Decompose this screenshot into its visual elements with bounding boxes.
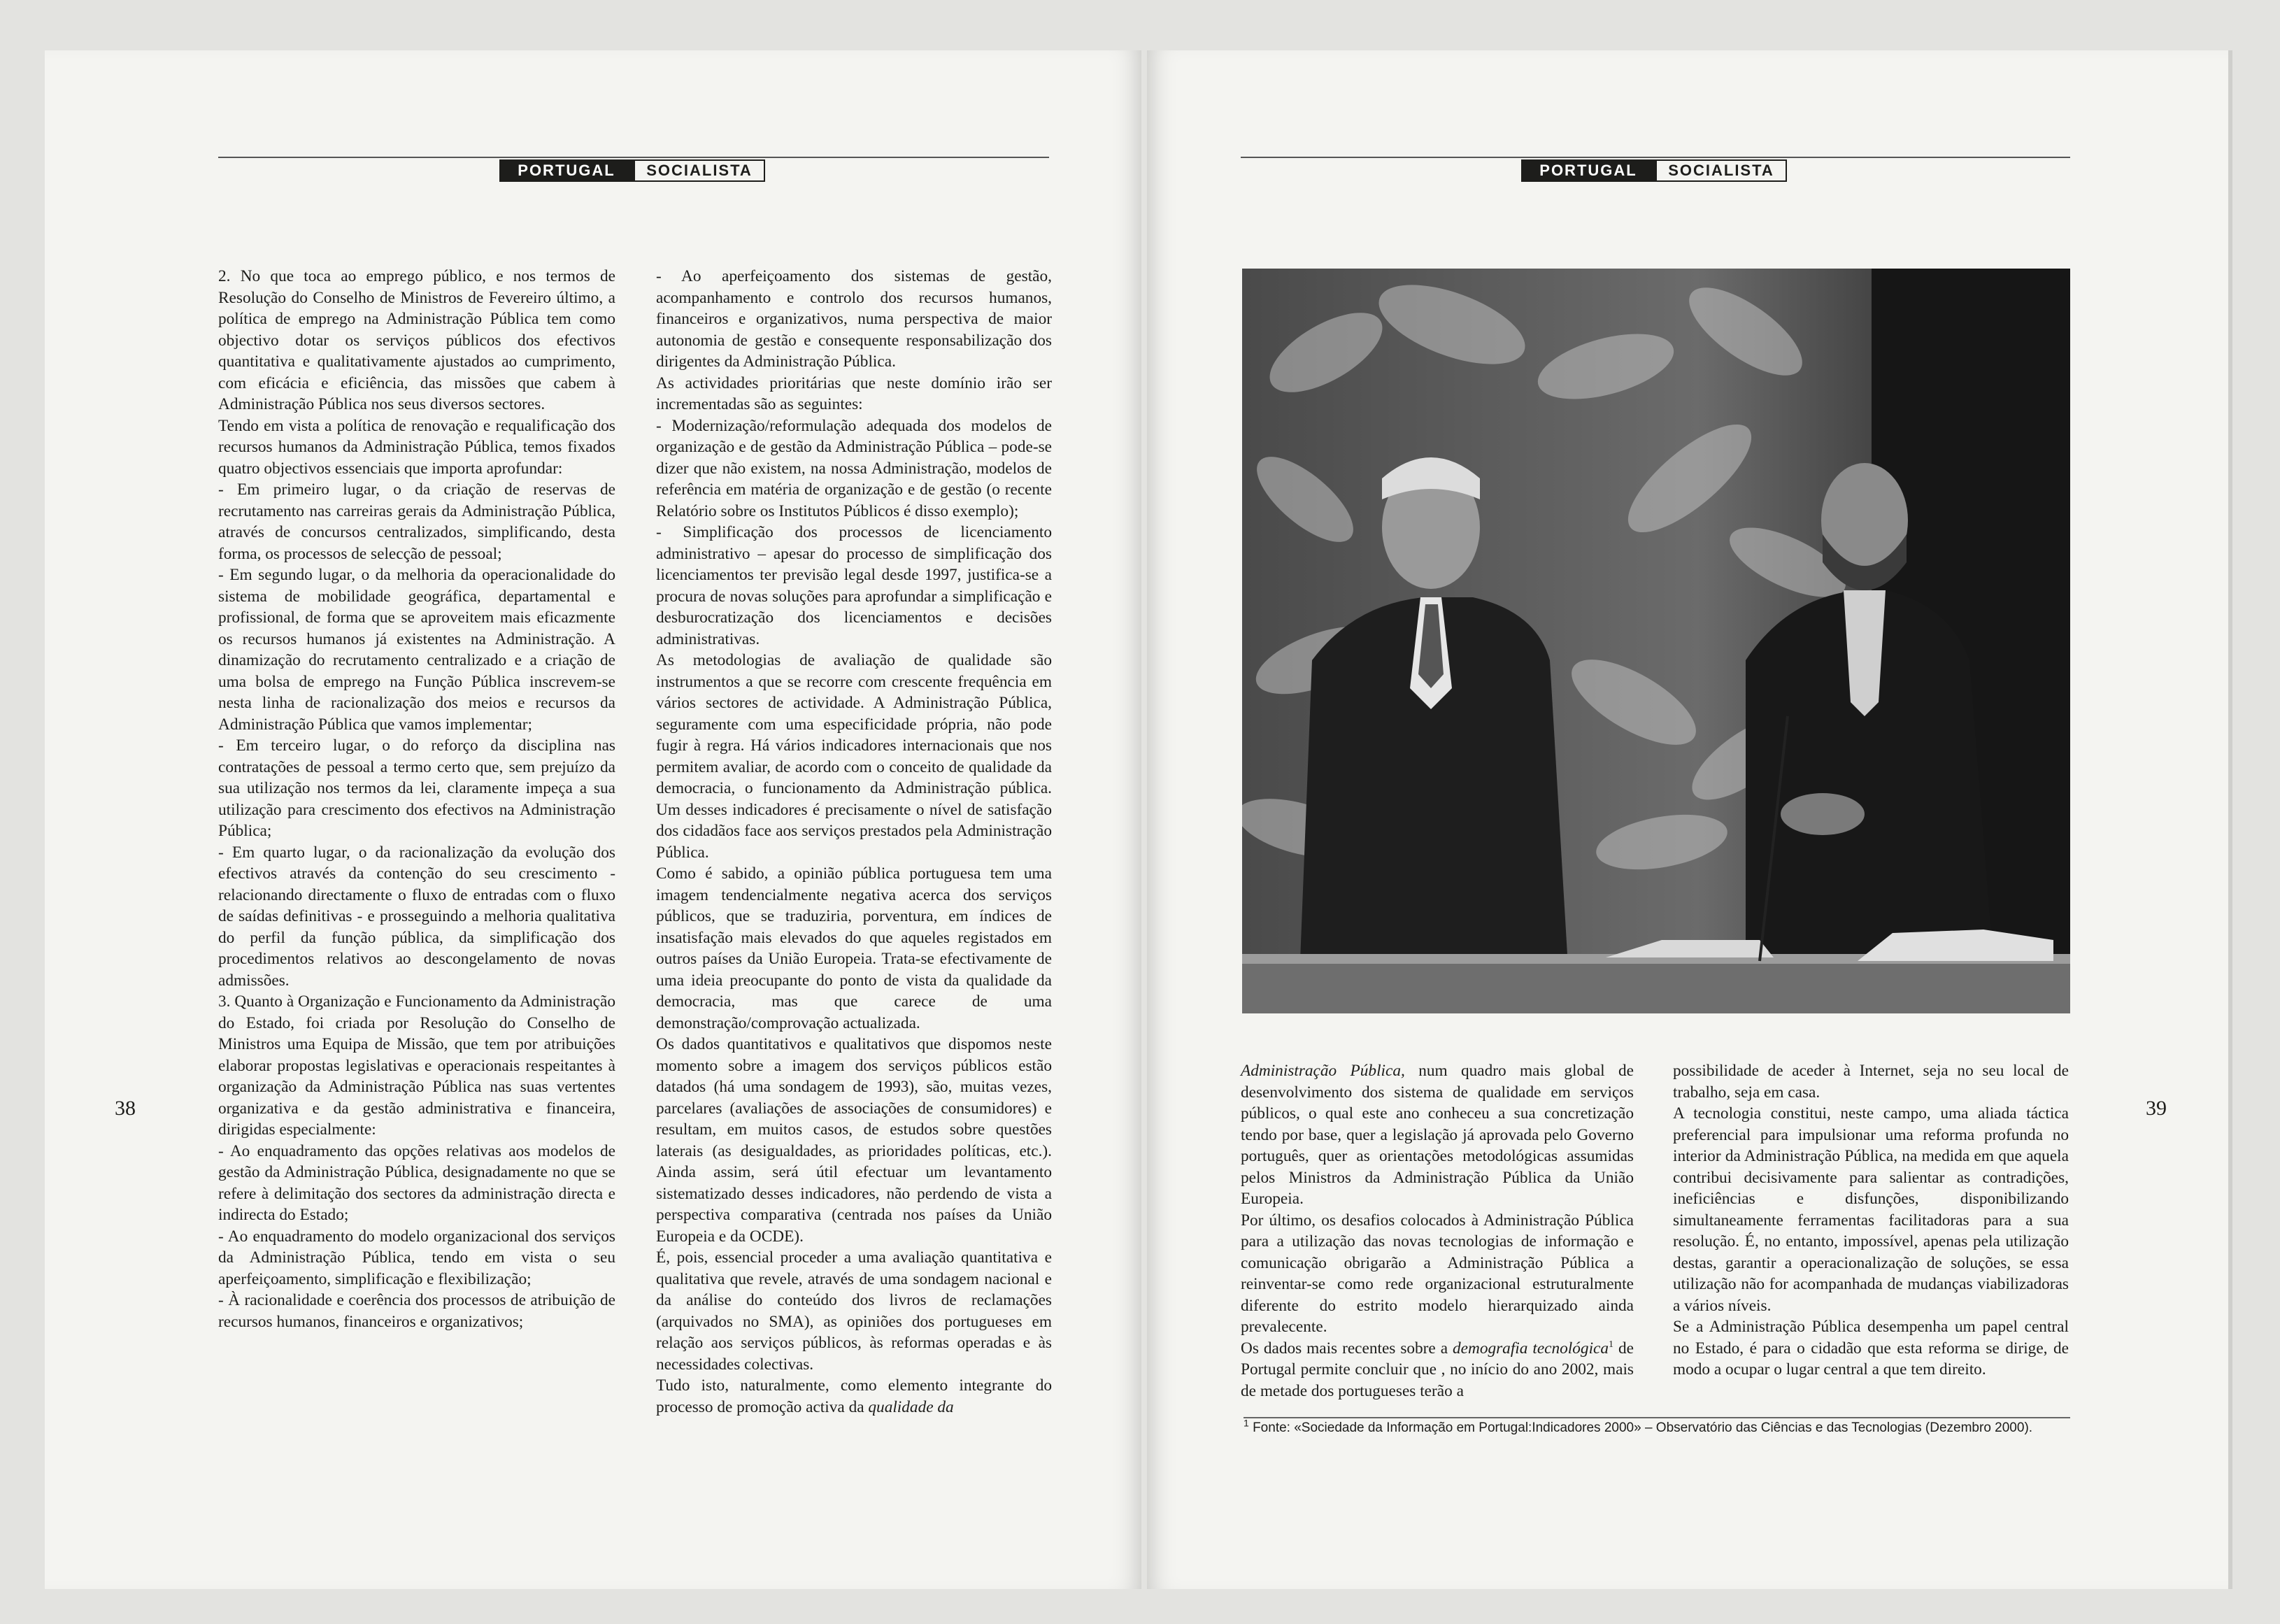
paragraph: A tecnologia constitui, neste campo, uma aliada táctica preferencial para impulsionar uma reforma profunda no interior da Administração Pública, na medida em que aquela contribui decisivamente para salientar as contradições, ineficiências e disfunções, disponibilizando simultaneamente ferramentas facilitadoras para a sua resolução. É, no entanto, impossível, apenas pela utilização destas, garantir a operacionalização de soluções, se essa utilização não for acompanhada de mudanças viabilizadoras a vários níveis.	[1673, 1104, 2069, 1315]
paragraph	[656, 1375, 1052, 1418]
page-edge	[2228, 50, 2232, 1589]
right-column-1	[1241, 1060, 1634, 1402]
paragraph: Como é sabido, a opinião pública portuguesa tem uma imagem tendencialmente negativa acerca dos serviços públicos, que se traduziria, porventura, em índices de insatisfação mais elevados do que aqueles registados em outros países da União Europeia. Trata-se efectivamente de uma ideia preocupante do ponto de vista da qualidade da democracia, mas que carece de uma demonstração/comprovação actualizada.	[656, 864, 1052, 1032]
paragraph-text: de Portugal permite concluir que , no início do ano 2002, mais de metade dos portugueses terão a	[1241, 1339, 1634, 1400]
paragraph: As metodologias de avaliação de qualidade são instrumentos a que se recorre com crescente frequência em vários sectores de actividade. A Administração Pública, seguramente com uma especificidade própria, não pode fugir à regra. Há vários indicadores internacionais que nos permitem avaliar, de acordo com o conceito de qualidade da democracia, o funcionamento da Administração pública. Um desses indicadores é precisamente o nível de satisfação dos cidadãos face aos serviços prestados pela Administração Pública.	[656, 651, 1052, 862]
paragraph: 2. No que toca ao emprego público, e nos termos de Resolução do Conselho de Ministros de Fevereiro último, a política de emprego na Administração Pública tem como objectivo dotar os serviços públicos dos efectivos quantitativa e qualitativamente ajustados ao cumprimento, com eficácia e eficiência, das missões que cabem à Administração Pública nos seus diversos sectores.	[218, 267, 615, 413]
masthead-socialista: SOCIALISTA	[1655, 159, 1787, 182]
right-column-2	[1673, 1060, 2069, 1381]
page-number-right: 39	[2146, 1097, 2167, 1120]
masthead-left	[499, 159, 765, 182]
paragraph: Tendo em vista a política de renovação e requalificação dos recursos humanos da Administração Pública, temos fixados quatro objectivos essenciais que importa aprofundar:	[218, 416, 615, 478]
paragraph: Os dados quantitativos e qualitativos que dispomos neste momento sobre a imagem dos serviços públicos estão datados (há uma sondagem de 1993), são, muitas vezes, parcelares (avaliações de associações de consumidores) e resultam, em muitos casos, de estudos sobre questões laterais (as desigualdades, as prioridades políticas, etc.). Ainda assim, será útil efectuar um levantamento sistematizado desses indicadores, não perdendo de vista a perspectiva comparativa (centrada nos países da União Europeia e da OCDE).	[656, 1035, 1052, 1246]
paragraph: - Ao enquadramento das opções relativas aos modelos de gestão da Administração Pública, designadamente no que se refere à delimitação dos sectores da administração directa e indirecta do Estado;	[218, 1141, 615, 1224]
footnote-mark: 1	[1244, 1417, 1249, 1429]
photo-image	[1242, 269, 2070, 1013]
paragraph: - Em segundo lugar, o da melhoria da operacionalidade do sistema de mobilidade geográfica, departamental e profissional, de forma que se aproveitem mais eficazmente os recursos humanos já existentes na Administração. A dinamização do recrutamento centralizado e a criação de uma bolsa de emprego na Função Pública inscrevem-se nesta linha de racionalização dos meios e recursos da Administração Pública que vamos implementar;	[218, 566, 615, 734]
masthead-portugal: PORTUGAL	[499, 159, 634, 182]
paragraph-text: Os dados mais recentes sobre a	[1241, 1339, 1453, 1358]
footnote-text: Fonte: «Sociedade da Informação em Portugal:Indicadores 2000» – Observatório das Ciências e das Tecnologias (Dezembro 2000).	[1253, 1420, 2033, 1435]
italic-phrase: qualidade da	[868, 1397, 954, 1416]
italic-phrase: Administração Pública,	[1241, 1062, 1405, 1080]
paragraph: - Em primeiro lugar, o da criação de reservas de recrutamento nas carreiras gerais da Administração Pública, através de concursos centralizados, simplificando, desta forma, os processos de selecção de pessoal;	[218, 480, 615, 563]
paragraph-text: Tudo isto, naturalmente, como elemento integrante do processo de promoção activa da	[656, 1376, 1052, 1416]
paragraph: Se a Administração Pública desempenha um papel central no Estado, é para o cidadão que esta reforma se dirige, de modo a ocupar o lugar central a que tem direito.	[1673, 1318, 2069, 1379]
paragraph: - Ao enquadramento do modelo organizacional dos serviços da Administração Pública, tendo em vista o seu aperfeiçoamento, simplificação e flexibilização;	[218, 1227, 615, 1288]
page-number-left: 38	[115, 1097, 136, 1120]
paragraph: Por último, os desafios colocados à Administração Pública para a utilização das novas tecnologias de informação e comunicação obrigarão a Administração Pública a reinventar-se como rede organizacional estruturalmente diferente do estrito modelo hierarquizado ainda prevalecente.	[1241, 1211, 1634, 1336]
paragraph: - Em terceiro lugar, o do reforço da disciplina nas contratações de pessoal a termo certo que, sem prejuízo da sua utilização nos termos da lei, claramente impeça a sua utilização para crescimento dos efectivos na Administração Pública;	[218, 736, 615, 840]
footnote-rule	[1244, 1417, 2070, 1418]
paragraph: possibilidade de aceder à Internet, seja no seu local de trabalho, seja em casa.	[1673, 1062, 2069, 1102]
header-rule-left	[218, 157, 1049, 158]
header-rule-right	[1241, 157, 2070, 158]
paragraph: É, pois, essencial proceder a uma avaliação quantitativa e qualitativa que revele, através de uma sondagem nacional e da análise do conteúdo dos livros de reclamações (arquivados no SMA), as opiniões dos portugueses em relação aos serviços públicos, às reformas operadas e às necessidades colectivas.	[656, 1248, 1052, 1374]
masthead-portugal: PORTUGAL	[1521, 159, 1655, 182]
paragraph-text: num quadro mais global de desenvolvimento dos sistema de qualidade em serviços públicos, o qual este ano conheceu a sua concretização tendo por base, quer a legislação já aprovada pelo Governo português, quer as orientações metodológicas assumidas pelos Ministros da Administração Pública da União Europeia.	[1241, 1062, 1634, 1208]
paragraph: As actividades prioritárias que neste domínio irão ser incrementadas são as seguintes:	[656, 373, 1052, 413]
left-column-1	[218, 266, 615, 1332]
paragraph: - Ao aperfeiçoamento dos sistemas de gestão, acompanhamento e controlo dos recursos humanos, financeiros e organizativos, numa perspectiva de maior autonomia de gestão e consequente responsabilização dos dirigentes da Administração Pública.	[656, 267, 1052, 371]
paragraph: 3. Quanto à Organização e Funcionamento da Administração do Estado, foi criada por Resolução do Conselho de Ministros uma Equipa de Missão, que tem por atribuições elaborar propostas legislativas e operacionais respeitantes à organização da Administração Pública nas suas vertentes organizativa e da gestão administrativa e financeira, dirigidas especialmente:	[218, 992, 615, 1139]
paragraph	[1241, 1060, 1634, 1210]
paragraph: - À racionalidade e coerência dos processos de atribuição de recursos humanos, financeiros e organizativos;	[218, 1291, 615, 1331]
masthead-socialista: SOCIALISTA	[634, 159, 765, 182]
paragraph: - Modernização/reformulação adequada dos modelos de organização e de gestão da Administração Pública – pode-se dizer que não existem, na nossa Administração, modelos de referência em matéria de organização e de gestão (o recente Relatório sobre os Institutos Públicos é disso exemplo);	[656, 416, 1052, 520]
paragraph: - Simplificação dos processos de licenciamento administrativo – apesar do processo de simplificação dos licenciamentos ter previsão legal desde 1997, justifica-se a procura de novas soluções para aprofundar a simplificação e desburocratização dos licenciamentos e decisões administrativas.	[656, 523, 1052, 648]
masthead-right	[1521, 159, 1787, 182]
footnote	[1244, 1417, 2070, 1437]
paragraph	[1241, 1338, 1634, 1402]
paragraph: - Em quarto lugar, o da racionalização da evolução dos efectivos através da contenção do seu crescimento - relacionando directamente o fluxo de entradas com o fluxo de saídas definitivas - e prosseguindo a melhoria qualitativa do perfil da função pública, da simplificação dos procedimentos relativos ao descongelamento de novas admissões.	[218, 843, 615, 990]
photo-officials	[1242, 269, 2070, 1013]
italic-phrase: demografia tecnológica	[1453, 1339, 1609, 1358]
footnote-reference: 1	[1609, 1339, 1614, 1350]
left-column-2	[656, 266, 1052, 1418]
